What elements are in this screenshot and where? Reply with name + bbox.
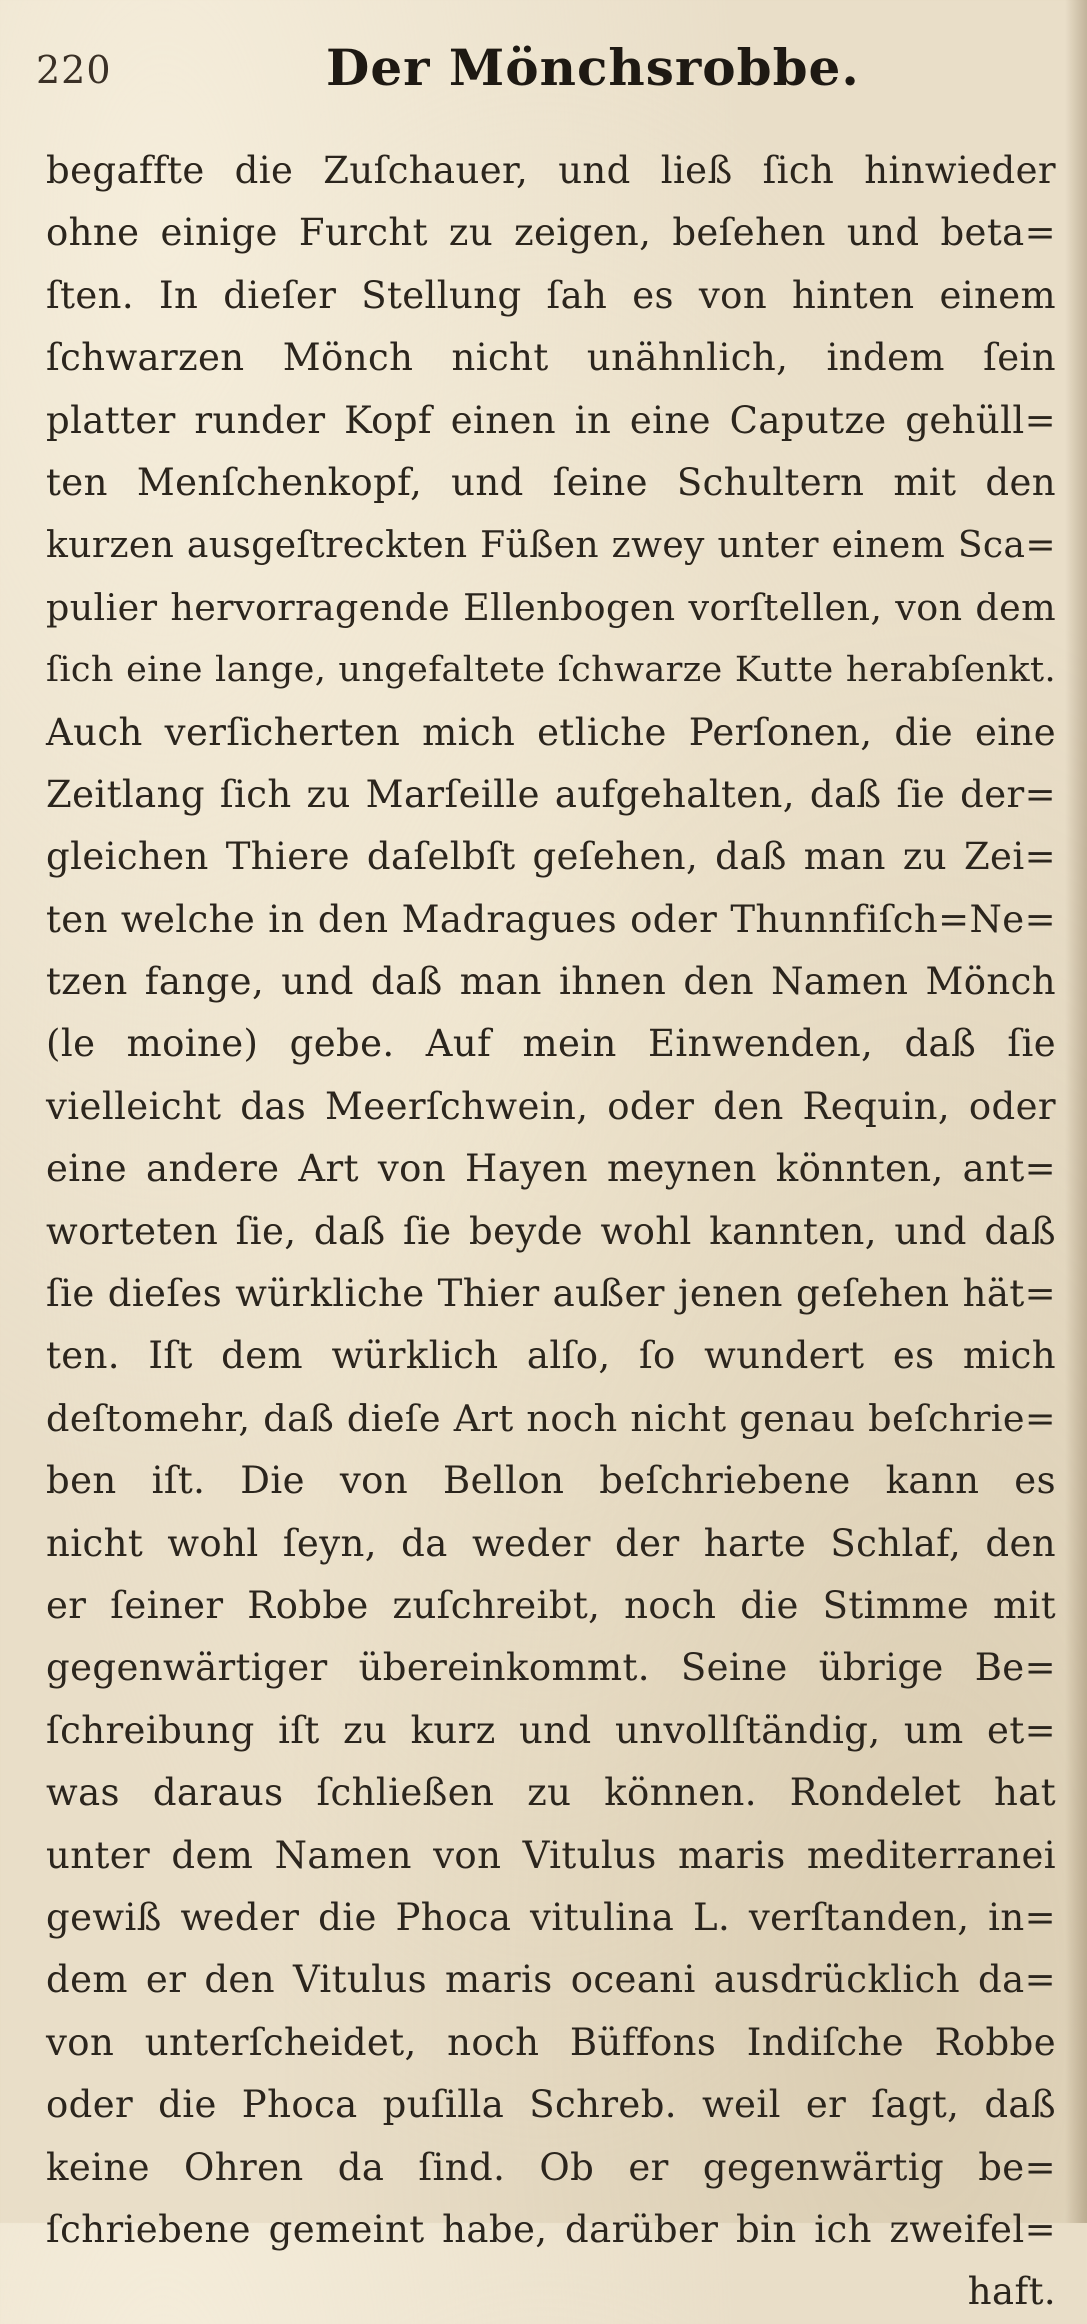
text-line: ſich eine lange, ungefaltete ſchwarze Kutte herabſenkt. — [46, 650, 1056, 691]
text-line: ſchriebene gemeint habe, darüber bin ich zweifel= — [46, 2207, 1056, 2251]
text-line: ſchwarzen Mönch nicht unähnlich, indem ſein — [46, 336, 1056, 380]
text-line: deſtomehr, daß dieſe Art noch nicht genau beſchrie= — [46, 1396, 1056, 1440]
text-line: begaffte die Zuſchauer, und ließ ſich hinwieder — [46, 149, 1056, 192]
text-line: eine andere Art von Hayen meynen könnten, ant= — [46, 1147, 1056, 1191]
text-line: dem er den Vitulus maris oceani ausdrücklich da= — [46, 1958, 1056, 2002]
text-line: gewiß weder die Phoca vitulina L. verſtanden, in= — [46, 1895, 1056, 1939]
page-number: 220 — [36, 48, 112, 92]
text-line: unter dem Namen von Vitulus maris mediterranei — [46, 1833, 1056, 1877]
text-line: Auch verſicherten mich etliche Perſonen, die eine — [46, 710, 1056, 754]
text-line: oder die Phoca puſilla Schreb. weil er ſagt, daß — [46, 2083, 1056, 2127]
text-line: er ſeiner Robbe zuſchreibt, noch die Stimme mit — [46, 1583, 1056, 1627]
page-edge-shadow — [1065, 0, 1087, 2223]
text-line: gegenwärtiger übereinkommt. Seine übrige Be= — [46, 1646, 1056, 1690]
text-line: vielleicht das Meerſchwein, oder den Requin, oder — [46, 1084, 1056, 1128]
text-line: von unterſcheidet, noch Büffons Indiſche Robbe — [46, 2020, 1056, 2064]
text-line: pulier hervorragende Ellenbogen vorſtellen, von dem — [46, 585, 1056, 629]
text-line: ten. Iſt dem würklich alſo, ſo wundert es mich — [46, 1334, 1056, 1378]
text-line: Zeitlang ſich zu Marſeille aufgehalten, daß ſie der= — [46, 772, 1056, 816]
text-line: ſie dieſes würkliche Thier außer jenen geſehen hät= — [46, 1272, 1056, 1316]
running-title: Der Mönchsrobbe. — [326, 38, 860, 97]
text-line: kurzen ausgeſtreckten Füßen zwey unter einem Sca= — [46, 524, 1056, 567]
text-line: gleichen Thiere daſelbſt geſehen, daß man zu Zei= — [46, 835, 1056, 879]
text-line: nicht wohl ſeyn, da weder der harte Schlaf, den — [46, 1521, 1056, 1565]
text-line: ten Menſchenkopf, und ſeine Schultern mit den — [46, 460, 1056, 504]
text-line: ſten. In dieſer Stellung ſah es von hinten einem — [46, 273, 1056, 317]
text-line: ten welche in den Madragues oder Thunnfiſch=Ne= — [46, 897, 1056, 941]
text-line: ben iſt. Die von Bellon beſchriebene kann es — [46, 1459, 1056, 1503]
body-text — [46, 140, 1056, 2324]
catchword: haft. — [967, 2270, 1056, 2314]
text-line: tzen fange, und daß man ihnen den Namen Mönch — [46, 960, 1056, 1004]
text-line: (le moine) gebe. Auf mein Einwenden, daß ſie — [46, 1022, 1056, 1066]
text-line: platter runder Kopf einen in eine Caputze gehüll= — [46, 398, 1056, 442]
page-header — [36, 38, 1036, 108]
text-line: was daraus ſchließen zu können. Rondelet hat — [46, 1771, 1056, 1815]
text-line: ſchreibung iſt zu kurz und unvollſtändig, um et= — [46, 1708, 1056, 1752]
text-line: ohne einige Furcht zu zeigen, beſehen und beta= — [46, 211, 1056, 255]
text-line: worteten ſie, daß ſie beyde wohl kannten, und daß — [46, 1209, 1056, 1253]
text-line: keine Ohren da ſind. Ob er gegenwärtig be= — [46, 2145, 1056, 2189]
